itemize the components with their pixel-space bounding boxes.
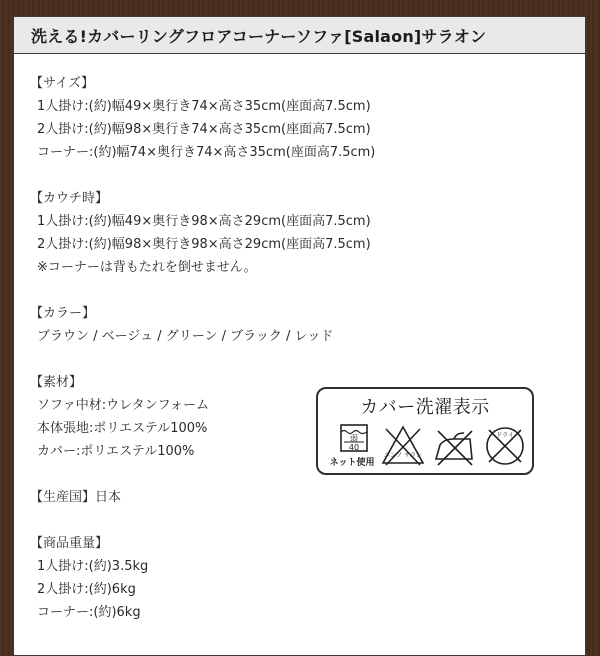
size-heading: 【サイズ】 [30, 76, 94, 91]
material-heading: 【素材】 [30, 375, 83, 390]
page-title: 洗える!カバーリングフロアコーナーソファ[Salaon]サラオン [14, 17, 585, 54]
no-bleach-icon [380, 423, 426, 469]
wash-net-text: ネット使用 [329, 458, 375, 468]
couch-heading: 【カウチ時】 [30, 191, 109, 206]
wash-strength-text: 弱 [350, 434, 358, 443]
laundry-icons [326, 423, 526, 473]
couch-item: 1人掛け:(約)幅49×奥行き98×高さ29cm(座面高7.5cm) [37, 214, 371, 229]
laundry-label-box [316, 387, 534, 475]
no-bleach-text: エンソ サラシ [384, 452, 422, 459]
no-dry-text: ドライ [496, 432, 514, 439]
color-section [30, 302, 375, 348]
size-item: コーナー:(約)幅74×奥行き74×高さ35cm(座面高7.5cm) [37, 145, 376, 160]
weight-item: 1人掛け:(約)3.5kg [37, 559, 149, 574]
couch-section [30, 187, 375, 279]
size-section [30, 72, 375, 164]
weight-heading: 【商品重量】 [30, 536, 109, 551]
origin-text: 【生産国】日本 [30, 490, 122, 505]
no-iron-icon [430, 423, 478, 469]
hand-wash-icon [326, 423, 378, 469]
weight-item: コーナー:(約)6kg [37, 605, 141, 620]
origin-section [30, 486, 375, 509]
material-item: 本体張地:ポリエステル100% [37, 421, 208, 436]
couch-note: ※コーナーは背もたれを倒せません。 [37, 260, 257, 275]
color-list: ブラウン / ベージュ / グリーン / ブラック / レッド [37, 329, 334, 344]
laundry-title: カバー洗濯表示 [360, 397, 490, 418]
no-dry-clean-icon [482, 423, 528, 469]
weight-section [30, 532, 375, 624]
spec-content [30, 72, 375, 647]
couch-item: 2人掛け:(約)幅98×奥行き98×高さ29cm(座面高7.5cm) [37, 237, 371, 252]
material-item: カバー:ポリエステル100% [37, 444, 195, 459]
size-item: 1人掛け:(約)幅49×奥行き74×高さ35cm(座面高7.5cm) [37, 99, 371, 114]
size-item: 2人掛け:(約)幅98×奥行き74×高さ35cm(座面高7.5cm) [37, 122, 371, 137]
weight-item: 2人掛け:(約)6kg [37, 582, 136, 597]
wash-temp-text: 40 [348, 443, 360, 452]
material-item: ソファ中材:ウレタンフォーム [37, 398, 209, 413]
product-spec-panel [13, 16, 586, 656]
color-heading: 【カラー】 [30, 306, 96, 321]
